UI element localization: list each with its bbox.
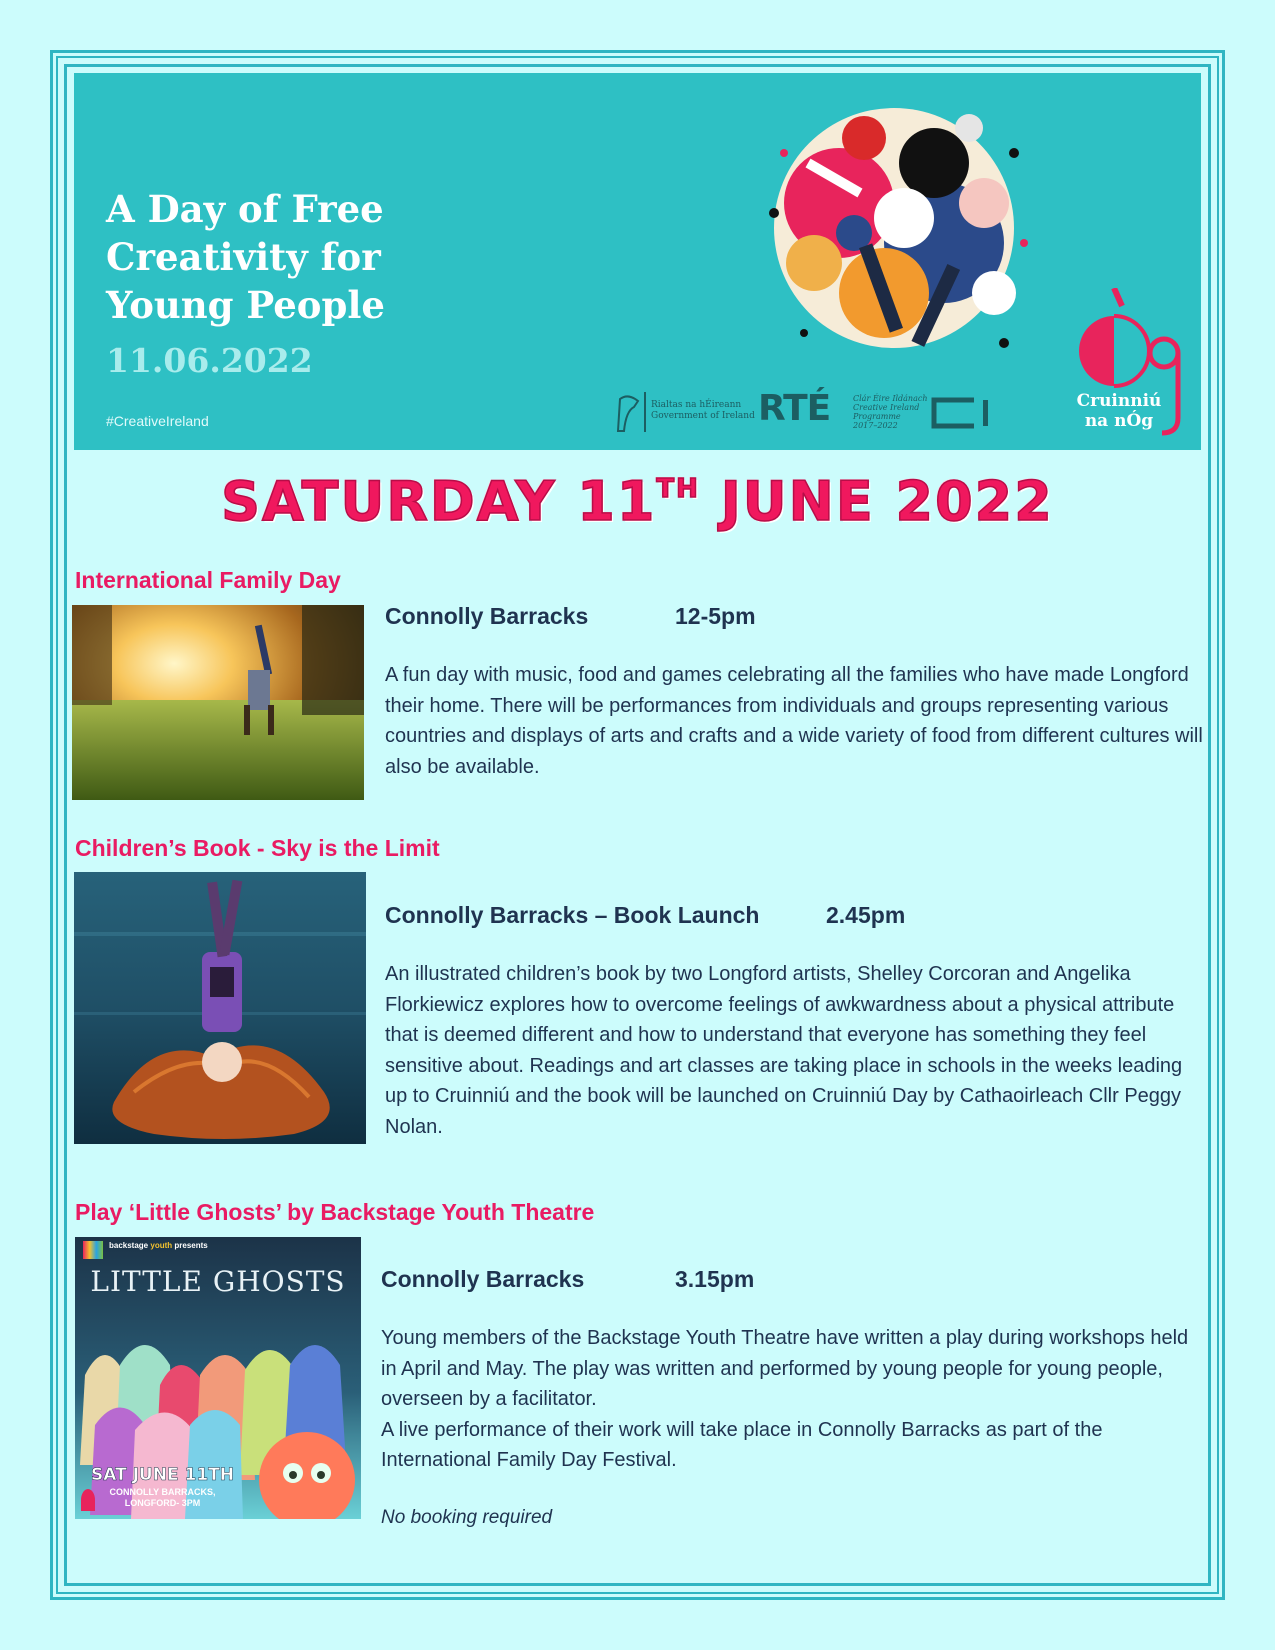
gov-logo-line: Rialtas na hÉireann — [651, 400, 742, 410]
banner-title — [106, 185, 436, 329]
cruinniu-og-logo-text — [1064, 391, 1174, 431]
event-title: International Family Day — [75, 567, 341, 593]
event-venue: Connolly Barracks — [381, 1266, 585, 1292]
og-logo-line: na nÓg — [1084, 411, 1154, 431]
logo-divider — [644, 392, 646, 432]
creative-ireland-text — [853, 394, 927, 430]
event-description: An illustrated children’s book by two Longford artists, Shelley Corcoran and Angelika Florkiewicz explores how to overcome feelings of awkwardness about a physical attribute that is deemed different and how to understand that everyone has something they feel sensitive about. Readings and art classes are taking place in schools in the weeks leading up to Cruinniú and the book will be launched on Cruinniú Day by Cathaoirleach Cllr Peggy Nolan. — [385, 963, 1183, 1138]
ci-logo-line: Programme — [853, 412, 901, 421]
poster-brand-line: presents — [174, 1241, 208, 1250]
ci-logo-line: Creative Ireland — [853, 403, 920, 412]
banner-date: 11.06.2022 — [106, 341, 313, 380]
poster-brand-line: youth — [150, 1241, 173, 1250]
banner-hashtag: #CreativeIreland — [106, 413, 209, 429]
ci-logo-line: 2017–2022 — [853, 421, 898, 430]
dancers-illustration — [744, 93, 1044, 368]
rte-logo: RTÉ — [758, 388, 831, 429]
banner-title-line: Creativity for — [106, 235, 381, 279]
poster-venue — [75, 1487, 250, 1509]
family-day-photo — [72, 605, 364, 800]
headline-ordinal: TH — [656, 474, 700, 504]
harp-icon — [614, 393, 642, 433]
event-description — [381, 1323, 1207, 1476]
og-logo-line: Cruinniú — [1076, 391, 1162, 411]
event-description-paragraph: A live performance of their work will take place in Connolly Barracks as part of the International Family Day Festival. — [381, 1418, 1103, 1471]
event-time: 12-5pm — [675, 603, 756, 629]
event-title: Play ‘Little Ghosts’ by Backstage Youth Theatre — [75, 1199, 595, 1225]
backstage-logo-icon — [83, 1241, 103, 1259]
header-banner — [74, 73, 1201, 450]
sponsor-logos — [614, 388, 1014, 438]
event-description: A fun day with music, food and games celebrating all the families who have made Longford their home. There will be performances from individuals and groups representing various countries and displays of arts and crafts and a wide variety of food from different cultures will also be available. — [385, 664, 1203, 778]
little-ghosts-poster — [75, 1237, 361, 1519]
poster-venue-line: CONNOLLY BARRACKS, — [109, 1487, 216, 1497]
event-title: Children’s Book - Sky is the Limit — [75, 835, 440, 861]
ci-logo-icon — [930, 396, 992, 430]
event-date-headline — [0, 470, 1275, 533]
poster-venue-line: LONGFORD- 3PM — [124, 1498, 201, 1508]
event-venue: Connolly Barracks — [385, 603, 589, 629]
poster-title: LITTLE GHOSTS — [90, 1265, 346, 1298]
ci-logo-line: Clár Éire Ildánach — [853, 394, 928, 403]
event-time: 2.45pm — [826, 902, 906, 928]
event-time: 3.15pm — [675, 1266, 755, 1292]
gov-ireland-logo — [651, 400, 755, 422]
poster-brand-line: backstage — [109, 1241, 149, 1250]
booking-note: No booking required — [381, 1507, 553, 1528]
book-cover-illustration — [74, 872, 366, 1144]
gov-logo-line: Government of Ireland — [651, 411, 755, 421]
og-mini-logo-icon — [81, 1489, 95, 1511]
event-venue: Connolly Barracks – Book Launch — [385, 902, 760, 928]
poster-brand — [109, 1241, 208, 1250]
banner-title-line: A Day of Free — [106, 187, 384, 231]
banner-title-line: Young People — [106, 283, 385, 327]
poster-date: SAT JUNE 11TH — [91, 1465, 234, 1485]
headline-suffix: JUNE 2022 — [720, 470, 1054, 533]
headline-prefix: SATURDAY 11 — [221, 470, 657, 533]
event-description-paragraph: Young members of the Backstage Youth Theatre have written a play during workshops held in April and May. The play was written and performed by young people for young people, overseen by a facilitator. — [381, 1327, 1189, 1410]
